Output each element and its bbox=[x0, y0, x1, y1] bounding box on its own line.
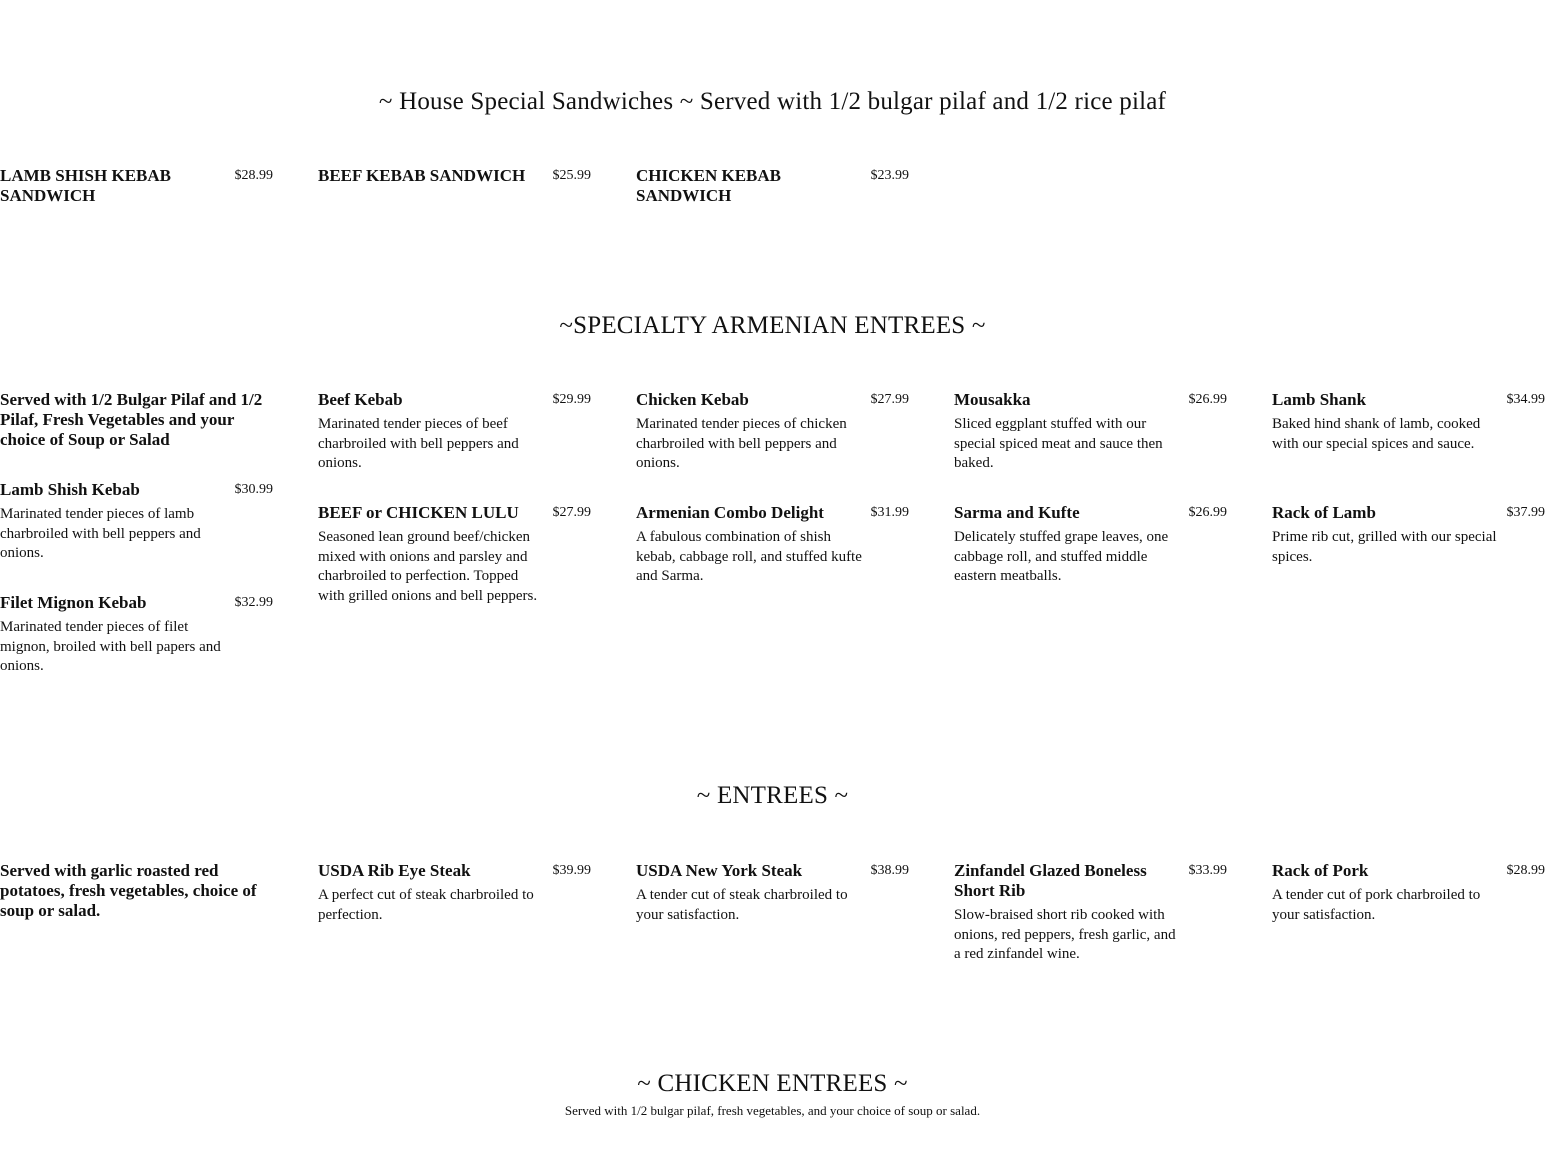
item-price: $28.99 bbox=[1506, 863, 1545, 878]
item-name: Beef Kebab bbox=[318, 390, 403, 409]
menu-item bbox=[636, 166, 909, 206]
item-price: $31.99 bbox=[870, 505, 909, 520]
item-name: USDA Rib Eye Steak bbox=[318, 861, 471, 880]
item-description: Marinated tender pieces of filet mignon, broiled with bell papers and onions. bbox=[0, 619, 221, 674]
sandwiches-section-title: ~ House Special Sandwiches ~ Served with 1/2 bulgar pilaf and 1/2 rice pilaf bbox=[378, 88, 1167, 115]
item-description: Marinated tender pieces of lamb charbroiled with bell peppers and onions. bbox=[0, 506, 201, 561]
item-price: $32.99 bbox=[234, 595, 273, 610]
menu-item bbox=[636, 861, 909, 925]
item-name: USDA New York Steak bbox=[636, 861, 803, 880]
menu-item bbox=[1272, 390, 1545, 454]
item-name: BEEF KEBAB SANDWICH bbox=[318, 166, 526, 185]
item-name: Armenian Combo Delight bbox=[636, 503, 824, 522]
item-price: $37.99 bbox=[1506, 505, 1545, 520]
item-description: A tender cut of pork charbroiled to your satisfaction. bbox=[1272, 887, 1481, 923]
item-price: $27.99 bbox=[870, 392, 909, 407]
menu-item bbox=[1272, 861, 1545, 925]
menu-item bbox=[954, 503, 1227, 587]
item-name: Sarma and Kufte bbox=[954, 503, 1080, 522]
item-name: LAMB SHISH KEBAB SANDWICH bbox=[0, 166, 171, 205]
menu-item bbox=[1272, 503, 1545, 567]
chicken-section-title: ~ CHICKEN ENTREES ~ bbox=[637, 1070, 908, 1097]
item-name: CHICKEN KEBAB SANDWICH bbox=[636, 166, 781, 205]
armenian-serving-note: Served with 1/2 Bulgar Pilaf and 1/2 Pilaf, Fresh Vegetables and your choice of Soup or Salad bbox=[0, 390, 263, 449]
item-description: Seasoned lean ground beef/chicken mixed with onions and parsley and charbroiled to perfection. Topped with grilled onions and bell peppers. bbox=[318, 529, 538, 604]
item-price: $26.99 bbox=[1188, 392, 1227, 407]
entrees-serving-note: Served with garlic roasted red potatoes, fresh vegetables, choice of soup or salad. bbox=[0, 861, 257, 920]
item-description: Marinated tender pieces of beef charbroiled with bell peppers and onions. bbox=[318, 416, 519, 471]
item-description: A perfect cut of steak charbroiled to perfection. bbox=[318, 887, 534, 923]
item-name: Rack of Lamb bbox=[1272, 503, 1376, 522]
item-price: $27.99 bbox=[552, 505, 591, 520]
item-price: $25.99 bbox=[552, 168, 591, 183]
item-name: Chicken Kebab bbox=[636, 390, 749, 409]
menu-item bbox=[636, 390, 909, 474]
menu-item bbox=[318, 166, 591, 186]
item-description: Marinated tender pieces of chicken charbroiled with bell peppers and onions. bbox=[636, 416, 847, 471]
item-name: Rack of Pork bbox=[1272, 861, 1369, 880]
item-name: Zinfandel Glazed Boneless Short Rib bbox=[954, 861, 1147, 900]
item-name: Mousakka bbox=[954, 390, 1031, 409]
item-price: $26.99 bbox=[1188, 505, 1227, 520]
item-price: $34.99 bbox=[1506, 392, 1545, 407]
entrees-section-title: ~ ENTREES ~ bbox=[696, 782, 849, 809]
item-price: $33.99 bbox=[1188, 863, 1227, 878]
menu-item bbox=[954, 390, 1227, 474]
menu-item bbox=[318, 503, 591, 606]
menu-item bbox=[0, 166, 273, 206]
item-price: $28.99 bbox=[234, 168, 273, 183]
item-name: Lamb Shank bbox=[1272, 390, 1367, 409]
menu-item bbox=[0, 480, 273, 564]
menu-item bbox=[0, 593, 273, 677]
item-price: $39.99 bbox=[552, 863, 591, 878]
item-description: A tender cut of steak charbroiled to your satisfaction. bbox=[636, 887, 848, 923]
armenian-section-title: ~SPECIALTY ARMENIAN ENTREES ~ bbox=[559, 312, 986, 339]
item-price: $38.99 bbox=[870, 863, 909, 878]
item-description: Prime rib cut, grilled with our special spices. bbox=[1272, 529, 1497, 565]
menu-item bbox=[954, 861, 1227, 965]
item-description: Delicately stuffed grape leaves, one cabbage roll, and stuffed middle eastern meatballs. bbox=[954, 529, 1169, 584]
menu-item bbox=[318, 861, 591, 925]
item-price: $29.99 bbox=[552, 392, 591, 407]
item-name: Filet Mignon Kebab bbox=[0, 593, 147, 612]
item-description: Baked hind shank of lamb, cooked with our special spices and sauce. bbox=[1272, 416, 1481, 452]
item-description: Slow-braised short rib cooked with onions, red peppers, fresh garlic, and a red zinfandel wine. bbox=[954, 907, 1176, 962]
menu-item bbox=[318, 390, 591, 474]
item-description: A fabulous combination of shish kebab, cabbage roll, and stuffed kufte and Sarma. bbox=[636, 529, 862, 584]
item-name: Lamb Shish Kebab bbox=[0, 480, 140, 499]
chicken-section-subtitle: Served with 1/2 bulgar pilaf, fresh vegetables, and your choice of soup or salad. bbox=[564, 1103, 981, 1118]
item-price: $23.99 bbox=[870, 168, 909, 183]
item-description: Sliced eggplant stuffed with our special spiced meat and sauce then baked. bbox=[954, 416, 1163, 471]
item-price: $30.99 bbox=[234, 482, 273, 497]
menu-item bbox=[636, 503, 909, 587]
item-name: BEEF or CHICKEN LULU bbox=[318, 503, 519, 522]
